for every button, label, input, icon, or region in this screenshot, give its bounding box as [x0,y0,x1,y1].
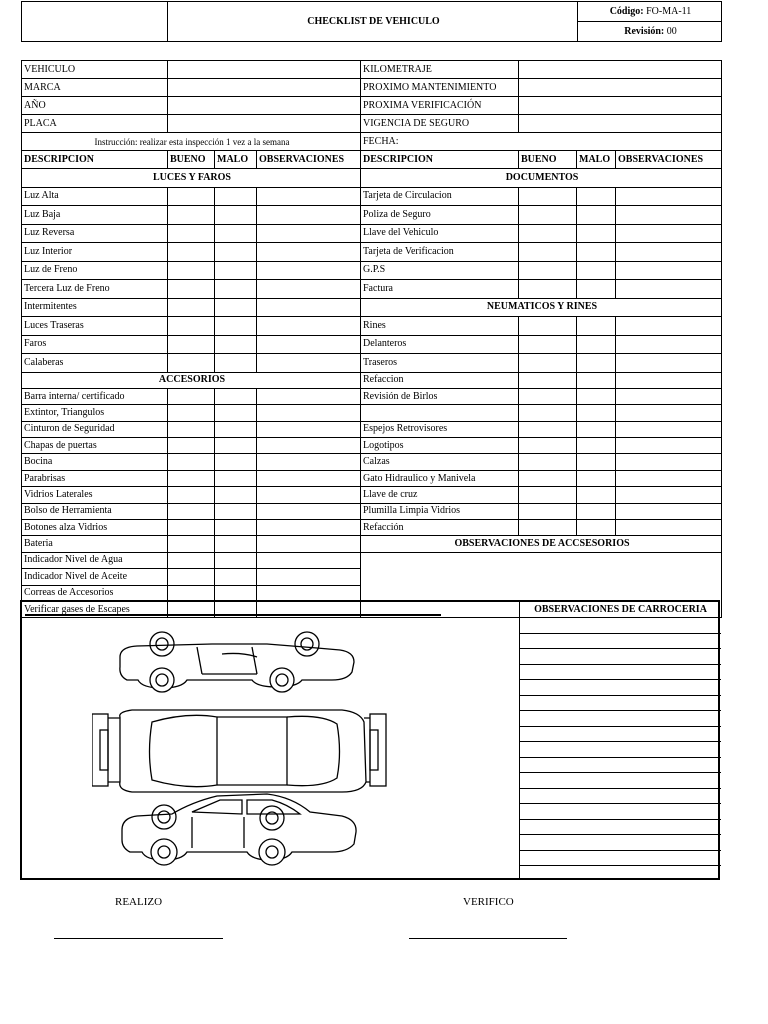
item-obs[interactable] [616,503,722,519]
item-malo[interactable] [577,280,616,299]
item-bueno[interactable] [168,317,215,336]
item-malo[interactable] [577,354,616,373]
item-malo[interactable] [577,206,616,225]
item-malo[interactable] [215,298,257,317]
item-obs[interactable] [257,224,361,243]
verifico-signature-line [409,938,567,939]
item-bueno[interactable] [168,335,215,354]
vehicle-field-value[interactable] [168,115,361,133]
item-bueno[interactable] [168,298,215,317]
table-row [22,187,722,206]
item-bueno[interactable] [519,503,577,519]
carroceria-line[interactable] [520,727,721,743]
item-bueno[interactable] [519,261,577,280]
table-row [22,298,722,317]
item-label: Tarjeta de Verificacion [361,243,519,262]
item-malo[interactable] [215,206,257,225]
item-label: Espejos Retrovisores [361,421,519,437]
item-bueno[interactable] [168,405,215,421]
table-row [22,224,722,243]
table-row [22,243,722,262]
item-label: Traseros [361,354,519,373]
table-row [22,280,722,299]
item-obs[interactable] [616,206,722,225]
document-title: CHECKLIST DE VEHICULO [168,2,578,42]
codigo-label: Código: [609,6,644,17]
item-malo[interactable] [577,438,616,454]
item-label: Faros [22,335,168,354]
document-header [21,1,722,42]
item-obs[interactable] [257,487,361,503]
carroceria-line[interactable] [520,773,721,789]
item-malo[interactable] [577,487,616,503]
item-obs[interactable] [257,520,361,536]
item-obs[interactable] [616,243,722,262]
item-malo[interactable] [215,487,257,503]
item-label: Parabrisas [22,470,168,486]
item-label: Luz Alta [22,187,168,206]
item-obs[interactable] [257,585,361,601]
table-row [22,115,722,133]
item-bueno[interactable] [519,335,577,354]
col-header-malo: MALO [215,151,257,169]
item-bueno[interactable] [519,354,577,373]
item-label: Correas de Accesorios [22,585,168,601]
item-bueno[interactable] [519,372,577,388]
item-obs[interactable] [616,280,722,299]
item-obs[interactable] [616,487,722,503]
item-obs[interactable] [257,388,361,404]
item-obs[interactable] [616,454,722,470]
item-bueno[interactable] [168,438,215,454]
item-bueno[interactable] [168,569,215,585]
item-malo[interactable] [215,569,257,585]
item-label: Intermitentes [22,298,168,317]
item-label: Plumilla Limpia Vidrios [361,503,519,519]
table-row [22,206,722,225]
item-obs[interactable] [616,224,722,243]
item-label: Indicador Nivel de Agua [22,552,168,568]
vehicle-field-value[interactable] [519,97,722,115]
item-label: Chapas de puertas [22,438,168,454]
item-label: Botones alza Vidrios [22,520,168,536]
item-bueno[interactable] [519,206,577,225]
table-row [22,552,722,568]
item-malo[interactable] [577,388,616,404]
item-bueno[interactable] [168,470,215,486]
item-obs[interactable] [257,421,361,437]
item-label: Luz Reversa [22,224,168,243]
table-row [22,454,722,470]
item-label: Factura [361,280,519,299]
item-malo[interactable] [215,536,257,552]
carroceria-line[interactable] [520,634,721,650]
vehicle-field-label: AÑO [22,97,168,115]
item-label: Tercera Luz de Freno [22,280,168,299]
col-header-descripcion: DESCRIPCION [361,151,519,169]
spacer-cell [361,405,519,421]
table-row [22,503,722,519]
item-label: Logotipos [361,438,519,454]
item-label: Verificar gases de Escapes [22,601,168,617]
realizo-label: REALIZO [115,896,163,908]
diagram-rule [25,614,441,616]
vehicle-field-label: VEHICULO [22,61,168,79]
vehicle-field-value[interactable] [168,97,361,115]
item-malo[interactable] [215,317,257,336]
item-obs[interactable] [257,243,361,262]
carroceria-line[interactable] [520,851,721,867]
item-bueno[interactable] [519,317,577,336]
spacer-cell [519,405,577,421]
carroceria-panel [519,602,721,880]
item-label: G.P.S [361,261,519,280]
item-obs[interactable] [257,280,361,299]
item-label: Refaccion [361,372,519,388]
carroceria-line[interactable] [520,696,721,712]
item-label: Rines [361,317,519,336]
carroceria-line[interactable] [520,804,721,820]
carroceria-lines [520,618,721,866]
item-obs[interactable] [257,569,361,585]
table-row [22,421,722,437]
realizo-signature-line [54,938,223,939]
section-accesorios-title: ACCESORIOS [22,372,361,388]
vehicle-field-label: PLACA [22,115,168,133]
item-bueno[interactable] [168,280,215,299]
table-row [22,97,722,115]
col-header-bueno: BUENO [168,151,215,169]
item-obs[interactable] [257,317,361,336]
item-bueno[interactable] [168,552,215,568]
item-bueno[interactable] [168,536,215,552]
item-malo[interactable] [215,354,257,373]
vehicle-field-label: KILOMETRAJE [361,61,519,79]
item-malo[interactable] [577,454,616,470]
item-label: Luz Baja [22,206,168,225]
item-bueno[interactable] [519,520,577,536]
item-label: Luz de Freno [22,261,168,280]
instruction-text: Instrucción: realizar esta inspección 1 vez a la semana [22,133,361,151]
vehicle-field-label: MARCA [22,79,168,97]
section-luces-title: LUCES Y FAROS [22,169,361,188]
item-label: Llave de cruz [361,487,519,503]
item-malo[interactable] [577,372,616,388]
vehicle-field-label: VIGENCIA DE SEGURO [361,115,519,133]
vehicle-field-value[interactable] [519,61,722,79]
item-obs[interactable] [616,317,722,336]
item-bueno[interactable] [168,388,215,404]
item-obs[interactable] [616,187,722,206]
carroceria-line[interactable] [520,742,721,758]
item-label: Calzas [361,454,519,470]
item-malo[interactable] [215,454,257,470]
carroceria-line[interactable] [520,649,721,665]
carroceria-line[interactable] [520,758,721,774]
col-header-bueno: BUENO [519,151,577,169]
item-malo[interactable] [215,243,257,262]
car-diagram-box [20,600,720,880]
item-obs[interactable] [257,536,361,552]
carroceria-line[interactable] [520,665,721,681]
item-obs[interactable] [616,388,722,404]
table-row [22,388,722,404]
item-malo[interactable] [215,585,257,601]
revision-value: 00 [666,26,677,37]
item-obs[interactable] [257,503,361,519]
item-label: Gato Hidraulico y Manivela [361,470,519,486]
item-bueno[interactable] [519,454,577,470]
item-obs[interactable] [616,520,722,536]
table-row [22,169,722,188]
item-malo[interactable] [577,421,616,437]
item-bueno[interactable] [168,585,215,601]
spacer-cell [616,405,722,421]
item-obs[interactable] [257,206,361,225]
carroceria-line[interactable] [520,618,721,634]
item-malo[interactable] [577,261,616,280]
item-bueno[interactable] [519,243,577,262]
table-row [22,261,722,280]
item-bueno[interactable] [519,280,577,299]
logo-cell [22,2,168,42]
col-header-malo: MALO [577,151,616,169]
item-label: Bocina [22,454,168,470]
table-row [22,79,722,97]
item-malo[interactable] [577,470,616,486]
item-label: Vidrios Laterales [22,487,168,503]
item-label: Delanteros [361,335,519,354]
carroceria-line[interactable] [520,711,721,727]
checklist-table [21,60,722,618]
revision-cell [578,22,722,42]
item-obs[interactable] [257,354,361,373]
item-bueno[interactable] [519,388,577,404]
item-bueno[interactable] [168,487,215,503]
item-label: Poliza de Seguro [361,206,519,225]
item-malo[interactable] [577,503,616,519]
item-malo[interactable] [215,224,257,243]
item-obs[interactable] [616,335,722,354]
carroceria-line[interactable] [520,820,721,836]
item-malo[interactable] [215,421,257,437]
item-bueno[interactable] [519,421,577,437]
item-label: Bolso de Herramienta [22,503,168,519]
item-label: Indicador Nivel de Aceite [22,569,168,585]
item-bueno[interactable] [168,503,215,519]
item-label: Revisión de Birlos [361,388,519,404]
vehicle-field-label: PROXIMA VERIFICACIÓN [361,97,519,115]
table-row [22,151,722,169]
item-obs[interactable] [257,261,361,280]
item-obs[interactable] [257,454,361,470]
item-malo[interactable] [215,388,257,404]
item-obs[interactable] [257,470,361,486]
vehicle-field-value[interactable] [519,115,722,133]
item-obs[interactable] [616,438,722,454]
spacer-cell [577,405,616,421]
table-row [22,354,722,373]
table-row [22,520,722,536]
item-malo[interactable] [215,503,257,519]
obs-carroceria-title: OBSERVACIONES DE CARROCERIA [520,602,721,618]
col-header-observaciones: OBSERVACIONES [257,151,361,169]
item-label: Luz Interior [22,243,168,262]
item-bueno[interactable] [519,187,577,206]
item-malo[interactable] [215,280,257,299]
item-malo[interactable] [215,335,257,354]
item-bueno[interactable] [519,438,577,454]
section-neumaticos-title: NEUMATICOS Y RINES [361,298,722,317]
carroceria-line[interactable] [520,789,721,805]
item-bueno[interactable] [168,206,215,225]
table-row [22,487,722,503]
table-row [22,61,722,79]
section-documentos-title: DOCUMENTOS [361,169,722,188]
item-label: Calaberas [22,354,168,373]
codigo-value: FO-MA-11 [646,6,692,17]
carroceria-line[interactable] [520,835,721,851]
item-malo[interactable] [215,261,257,280]
vehicle-field-value[interactable] [168,79,361,97]
table-row [22,470,722,486]
item-obs[interactable] [616,261,722,280]
item-label: Llave del Vehiculo [361,224,519,243]
item-obs[interactable] [616,470,722,486]
verifico-label: VERIFICO [463,896,514,908]
section-obs-accesorios-title: OBSERVACIONES DE ACCSESORIOS [361,536,722,552]
item-malo[interactable] [215,520,257,536]
item-bueno[interactable] [519,470,577,486]
codigo-cell [578,2,722,22]
item-malo[interactable] [215,470,257,486]
item-obs[interactable] [257,298,361,317]
item-bueno[interactable] [168,354,215,373]
item-obs[interactable] [257,187,361,206]
item-label: Tarjeta de Circulacion [361,187,519,206]
item-bueno[interactable] [519,224,577,243]
vehicle-field-value[interactable] [519,79,722,97]
item-malo[interactable] [577,520,616,536]
item-bueno[interactable] [168,520,215,536]
item-bueno[interactable] [168,243,215,262]
item-label: Barra interna/ certificado [22,388,168,404]
item-obs[interactable] [616,421,722,437]
car-diagram-icon [92,622,392,874]
col-header-descripcion: DESCRIPCION [22,151,168,169]
item-obs[interactable] [257,552,361,568]
table-row [22,317,722,336]
item-malo[interactable] [577,335,616,354]
item-obs[interactable] [257,335,361,354]
vehicle-field-value[interactable] [168,61,361,79]
col-header-observaciones: OBSERVACIONES [616,151,722,169]
item-malo[interactable] [577,243,616,262]
table-row [22,536,722,552]
revision-label: Revisión: [624,26,665,37]
vehicle-field-label: PROXIMO MANTENIMIENTO [361,79,519,97]
item-obs[interactable] [257,405,361,421]
carroceria-line[interactable] [520,680,721,696]
item-bueno[interactable] [168,187,215,206]
item-malo[interactable] [215,552,257,568]
table-row [22,405,722,421]
item-bueno[interactable] [168,261,215,280]
item-label: Bateria [22,536,168,552]
item-label: Cinturon de Seguridad [22,421,168,437]
item-label: Extintor, Triangulos [22,405,168,421]
item-label: Luces Traseras [22,317,168,336]
table-row [22,372,722,388]
item-malo[interactable] [215,187,257,206]
table-row [22,335,722,354]
item-bueno[interactable] [168,454,215,470]
item-malo[interactable] [577,224,616,243]
item-bueno[interactable] [519,487,577,503]
item-bueno[interactable] [168,421,215,437]
item-bueno[interactable] [168,224,215,243]
item-malo[interactable] [215,438,257,454]
item-obs[interactable] [616,372,722,388]
item-obs[interactable] [616,354,722,373]
fecha-label: FECHA: [361,133,722,151]
item-malo[interactable] [215,405,257,421]
table-row [22,133,722,151]
item-malo[interactable] [577,317,616,336]
item-malo[interactable] [577,187,616,206]
item-obs[interactable] [257,438,361,454]
table-row [22,438,722,454]
item-label: Refacción [361,520,519,536]
